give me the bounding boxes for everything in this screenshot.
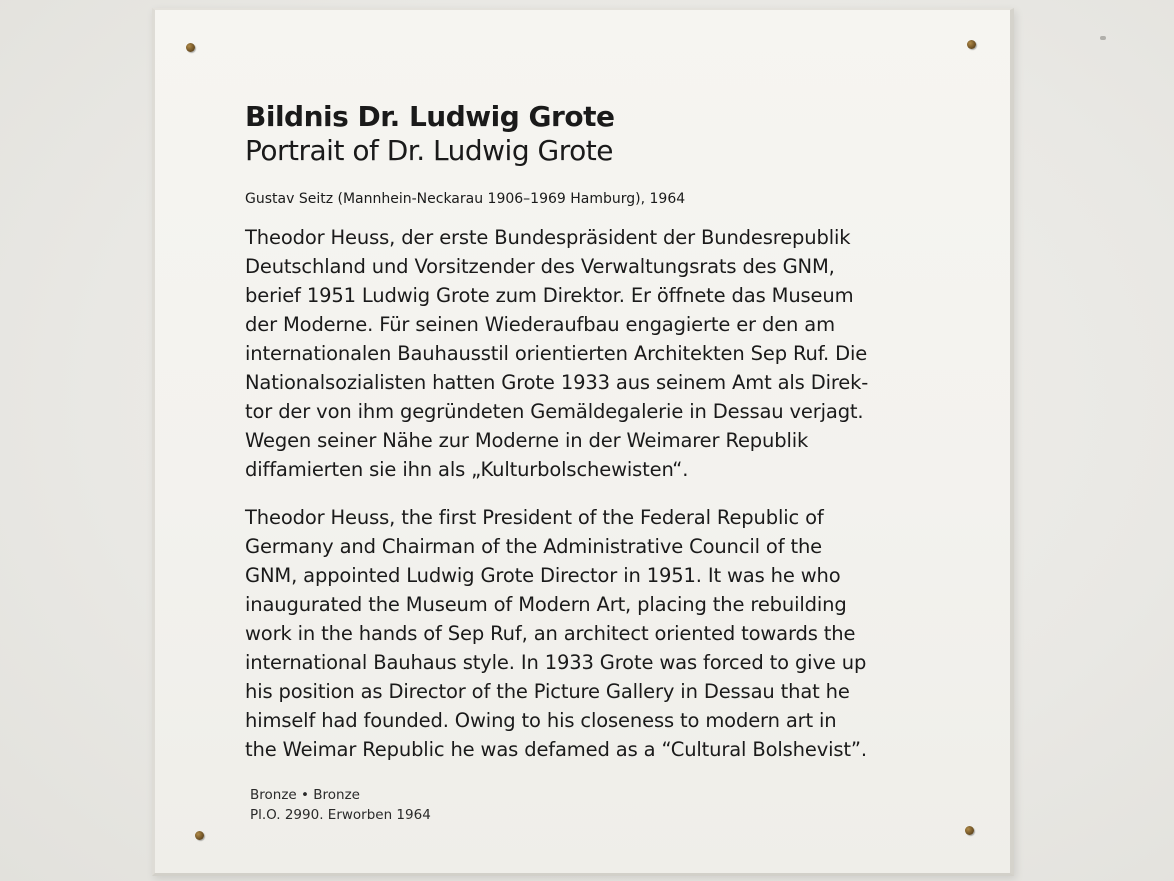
object-metadata: [250, 785, 431, 825]
text-line: diffamierten sie ihn als „Kulturbolschewisten“.: [245, 458, 689, 481]
text-line: Theodor Heuss, der erste Bundespräsident der Bundesrepublik: [245, 226, 851, 249]
label-content: [245, 100, 945, 764]
text-line: Wegen seiner Nähe zur Moderne in der Weimarer Republik: [245, 429, 809, 452]
title-german: Bildnis Dr. Ludwig Grote: [245, 100, 615, 133]
screw-bottom-left-icon: [195, 831, 204, 840]
text-line: Nationalsozialisten hatten Grote 1933 aus seinem Amt als Direk-: [245, 371, 869, 394]
text-line: work in the hands of Sep Ruf, an architect oriented towards the: [245, 622, 856, 645]
screw-top-right-icon: [967, 40, 976, 49]
text-line: himself had founded. Owing to his closeness to modern art in: [245, 709, 837, 732]
description-german: [245, 223, 945, 484]
text-line: his position as Director of the Picture Gallery in Dessau that he: [245, 680, 850, 703]
text-line: der Moderne. Für seinen Wiederaufbau engagierte er den am: [245, 313, 835, 336]
text-line: the Weimar Republic he was defamed as a “Cultural Bolshevist”.: [245, 738, 867, 761]
text-line: Theodor Heuss, the first President of the Federal Republic of: [245, 506, 824, 529]
text-line: tor der von ihm gegründeten Gemäldegalerie in Dessau verjagt.: [245, 400, 864, 423]
text-line: Germany and Chairman of the Administrative Council of the: [245, 535, 823, 558]
title-english: Portrait of Dr. Ludwig Grote: [245, 134, 613, 167]
description-english: [245, 503, 945, 764]
text-line: inaugurated the Museum of Modern Art, placing the rebuilding: [245, 593, 847, 616]
text-line: internationalen Bauhausstil orientierten Architekten Sep Ruf. Die: [245, 342, 868, 365]
text-line: international Bauhaus style. In 1933 Grote was forced to give up: [245, 651, 867, 674]
inventory-line: Pl.O. 2990. Erworben 1964: [250, 807, 431, 823]
text-line: GNM, appointed Ludwig Grote Director in 1951. It was he who: [245, 564, 841, 587]
material-line: Bronze • Bronze: [250, 787, 360, 803]
artist-line: Gustav Seitz (Mannhein-Neckarau 1906–1969 Hamburg), 1964: [245, 191, 686, 207]
text-line: berief 1951 Ludwig Grote zum Direktor. Er öffnete das Museum: [245, 284, 854, 307]
text-line: Deutschland und Vorsitzender des Verwaltungsrats des GNM,: [245, 255, 835, 278]
screw-bottom-right-icon: [965, 826, 974, 835]
screw-top-left-icon: [186, 43, 195, 52]
wall-mark: [1100, 36, 1106, 40]
